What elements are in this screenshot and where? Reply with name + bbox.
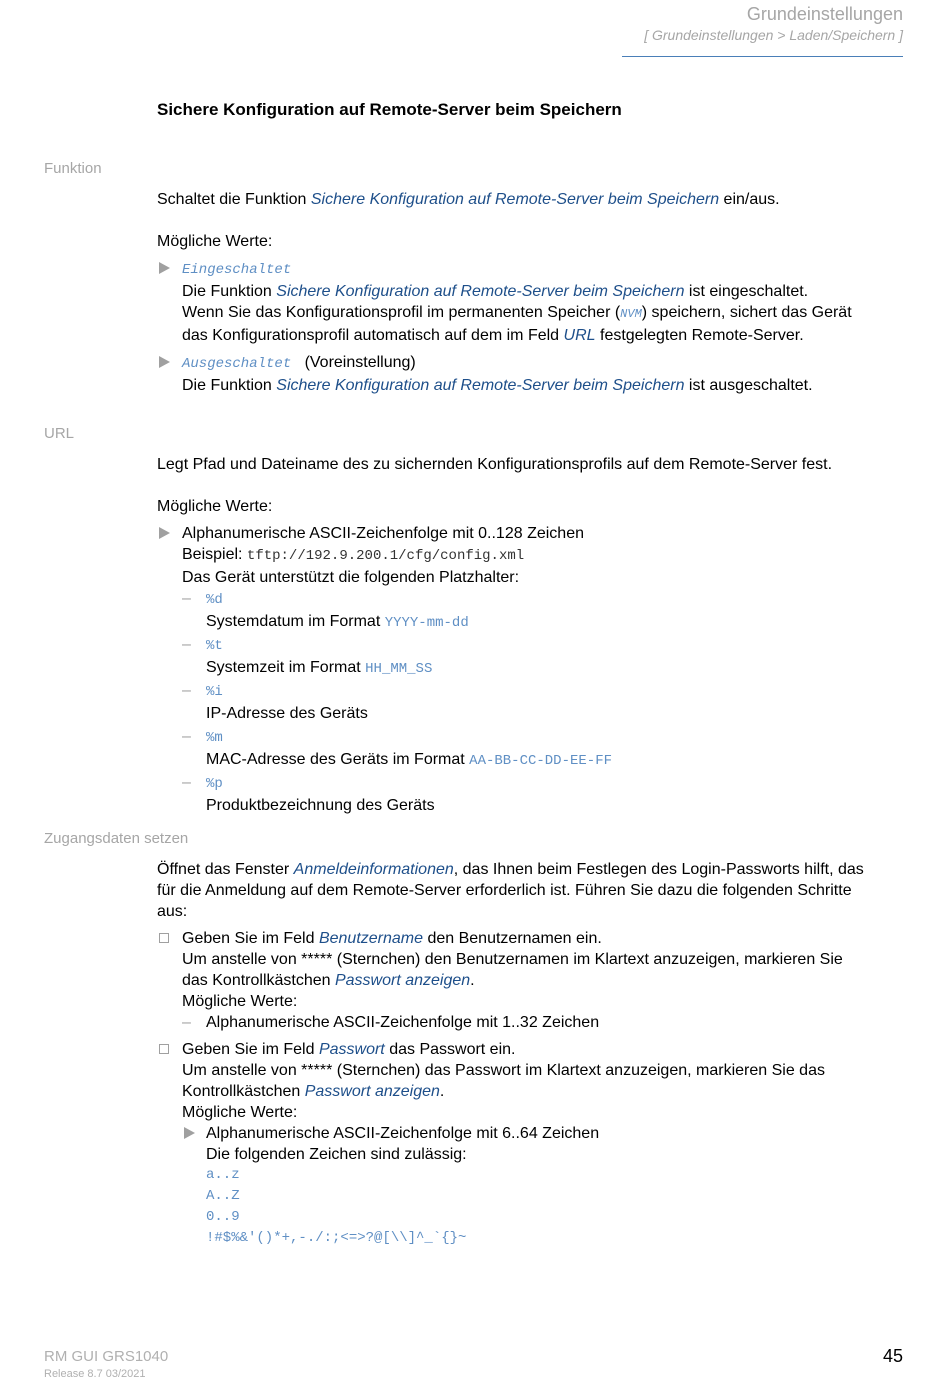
side-label-url: URL bbox=[44, 425, 75, 442]
url-block bbox=[157, 454, 907, 818]
placeholder-item: – %p Produktbezeichnung des Geräts bbox=[182, 774, 435, 814]
side-label-zugang: Zugangsdaten setzen bbox=[44, 830, 189, 847]
list-item: – Alphanumerische ASCII-Zeichenfolge mit 1..32 Zeichen bbox=[182, 1014, 600, 1031]
zugang-block: Öffnet das Fenster Anmeldeinformationen, das Ihnen beim Festlegen des Login-Passworts hilft, das für die Anmeldung auf dem Remote-Server erforderlich ist. Führen Sie dazu die folgenden Schritte aus: Geben Sie im Feld Benutzername den Benutzernamen ein. Um anstelle von ***** (Sternchen) den Benutzernamen im Klartext anzuzeigen, markieren Sie das Kontrollkästchen Passwort anzeigen. Mögliche Werte: – Alphanumerische ASCII-Zeichenfolge mit 1..32 Zeichen Geben Sie im Feld Passwort das Passwort ein. Um anstelle von ***** (Sternchen) das Passwort im Klartext anzuzeigen, markieren Sie das Kontrollkästchen Passwort anzeigen. Mögliche Werte: Alphanumerische ASCII-Zeichenfolge mit 6..64 Zeichen Die folgenden Zeichen sind zulässig: a..z A..Z 0..9 !#$%&'()*+,-./:;<=>?@[\\]^_`{}~ bbox=[157, 859, 907, 1249]
step-box-icon bbox=[159, 933, 169, 943]
placeholder-item: – %d Systemdatum im Format YYYY-mm-dd bbox=[182, 590, 469, 631]
url-values-label: Mögliche Werte: bbox=[157, 498, 273, 515]
page-number: 45 bbox=[882, 1346, 903, 1366]
placeholder-list bbox=[182, 588, 907, 818]
placeholder-item: – %t Systemzeit im Format HH_MM_SS bbox=[182, 636, 433, 677]
step-box-icon bbox=[159, 1044, 169, 1054]
funktion-values-label: Mögliche Werte: bbox=[157, 233, 273, 250]
footer-doc: RM GUI GRS1040 bbox=[44, 1348, 169, 1365]
list-item: Alphanumerische ASCII-Zeichenfolge mit 6..64 Zeichen Die folgenden Zeichen sind zulässig: a..z A..Z 0..9 !#$%&'()*+,-./:;<=>?@[\\]^_`{}~ bbox=[182, 1123, 907, 1249]
zugang-intro: Öffnet das Fenster Anmeldeinformationen, das Ihnen beim Festlegen des Login-Passworts hilft, das bbox=[157, 861, 864, 878]
side-label-funktion: Funktion bbox=[44, 160, 102, 177]
funktion-desc: Schaltet die Funktion Sichere Konfiguration auf Remote-Server beim Speichern ein/aus. bbox=[157, 191, 780, 208]
header-title: Grundeinstellungen bbox=[746, 4, 903, 24]
bullet-triangle-icon bbox=[159, 527, 170, 539]
bullet-triangle-icon bbox=[184, 1127, 195, 1139]
bullet-triangle-icon bbox=[159, 262, 170, 274]
url-desc: Legt Pfad und Dateiname des zu sichernden Konfigurationsprofils auf dem Remote-Server fest. bbox=[157, 456, 833, 473]
header-rule bbox=[622, 56, 903, 57]
step-passwort: Geben Sie im Feld Passwort das Passwort ein. Um anstelle von ***** (Sternchen) das Passwort im Klartext anzuzeigen, markieren Sie das Kontrollkästchen Passwort anzeigen. Mögliche Werte: Alphanumerische ASCII-Zeichenfolge mit 6..64 Zeichen Die folgenden Zeichen sind zulässig: a..z A..Z 0..9 !#$%&'()*+,-./:;<=>?@[\\]^_`{}~ bbox=[157, 1039, 907, 1249]
placeholder-item: – %m MAC-Adresse des Geräts im Format AA-BB-CC-DD-EE-FF bbox=[182, 728, 612, 769]
step-benutzername: Geben Sie im Feld Benutzername den Benutzernamen ein. Um anstelle von ***** (Sternchen) den Benutzernamen im Klartext anzuzeigen, markieren Sie das Kontrollkästchen Passwort anzeigen. Mögliche Werte: – Alphanumerische ASCII-Zeichenfolge mit 1..32 Zeichen bbox=[157, 928, 907, 1033]
value-item-url: Alphanumerische ASCII-Zeichenfolge mit 0..128 Zeichen Beispiel: tftp://192.9.200.1/cfg/config.xml Das Gerät unterstützt die folgenden Platzhalter: – %d Systemdatum im Format YYYY-mm-dd – %t Systemzeit im Format HH_MM_SS – %i IP-Adresse des Geräts – %m MAC-Adresse des Geräts im Format AA-BB-CC-DD-EE-FF – %p Produktbezeichnung des Geräts bbox=[157, 523, 907, 818]
breadcrumb: [ Grundeinstellungen > Laden/Speichern ] bbox=[644, 27, 903, 43]
footer-release: Release 8.7 03/2021 bbox=[44, 1368, 146, 1380]
bullet-triangle-icon bbox=[159, 356, 170, 368]
value-item-ausgeschaltet: Ausgeschaltet (Voreinstellung) Die Funktion Sichere Konfiguration auf Remote-Server beim Speichern ist ausgeschaltet. bbox=[157, 352, 907, 396]
funktion-block bbox=[157, 189, 907, 396]
section-title: Sichere Konfiguration auf Remote-Server beim Speichern bbox=[157, 100, 622, 119]
value-item-eingeschaltet: Eingeschaltet Die Funktion Sichere Konfiguration auf Remote-Server beim Speichern ist eingeschaltet. Wenn Sie das Konfigurationsprofil im permanenten Speicher (NVM) speichern, sichert das Gerät das Konfigurationsprofil automatisch auf dem im Feld URL festgelegten Remote-Server. bbox=[157, 258, 907, 346]
placeholder-item: – %i IP-Adresse des Geräts bbox=[182, 682, 368, 722]
